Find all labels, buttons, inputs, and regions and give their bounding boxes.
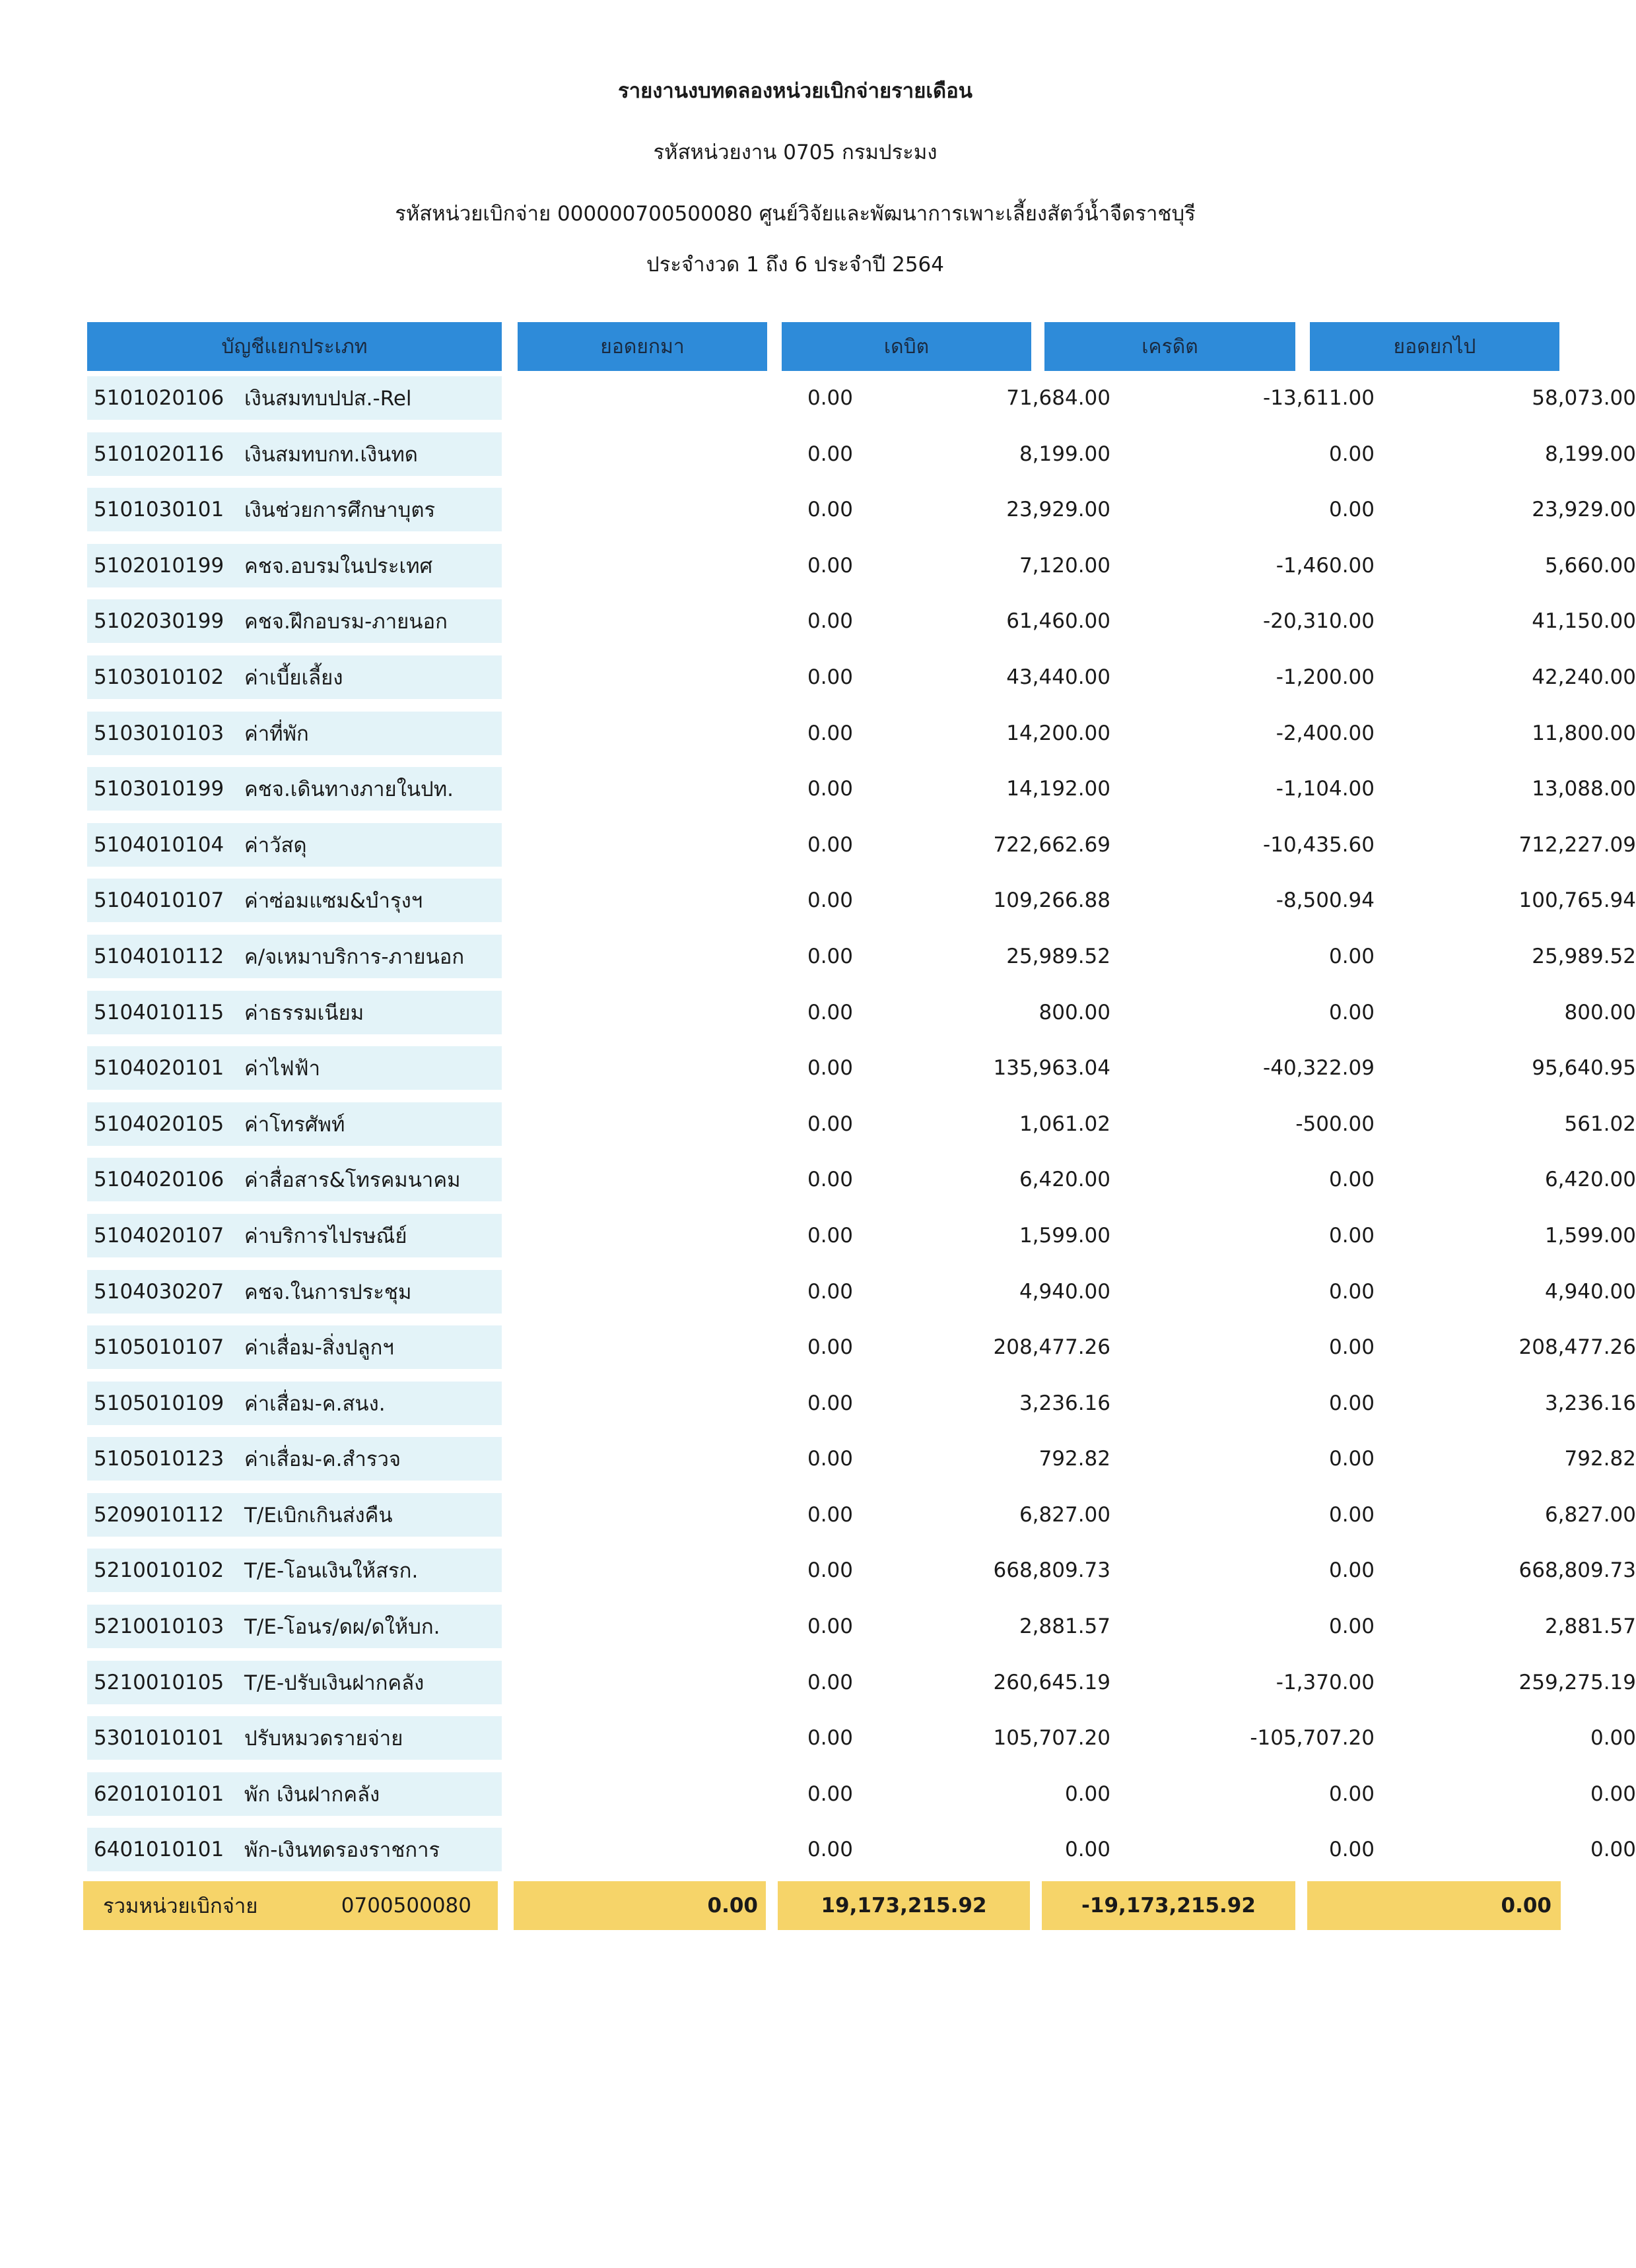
- table-row: [87, 594, 1636, 650]
- period-line: ประจำงวด 1 ถึง 6 ประจำปี 2564: [646, 253, 944, 277]
- account-code: 5209010112: [94, 1502, 224, 1527]
- table-row: [87, 539, 1636, 595]
- credit-value: -1,370.00: [1276, 1670, 1375, 1694]
- account-code: 5210010102: [94, 1558, 224, 1583]
- credit-value: 0.00: [1328, 1223, 1375, 1248]
- account-cell: [87, 1382, 502, 1425]
- agency-line: รหัสหน่วยงาน 0705 กรมประมง: [653, 141, 937, 164]
- account-name: พัก-เงินทดรองราชการ: [244, 1838, 440, 1863]
- credit-value: -105,707.20: [1250, 1726, 1375, 1751]
- table-row: [87, 650, 1636, 706]
- credit-value: -1,200.00: [1276, 665, 1375, 689]
- carried-forward-value: 58,073.00: [1532, 386, 1636, 410]
- debit-value: 61,460.00: [1006, 609, 1110, 634]
- account-name: ค่าบริการไปรษณีย์: [244, 1224, 407, 1248]
- table-row: [87, 1599, 1636, 1655]
- account-name: ค/จเหมาบริการ-ภายนอก: [244, 945, 465, 969]
- account-name: คชจ.เดินทางภายในปท.: [244, 778, 454, 802]
- total-label: รวมหน่วยเบิกจ่าย: [103, 1894, 258, 1919]
- debit-value: 800.00: [1039, 1000, 1110, 1024]
- total-row: [87, 1881, 1553, 1934]
- debit-value: 6,420.00: [1019, 1168, 1110, 1192]
- credit-value: 0.00: [1328, 1615, 1375, 1639]
- carried-forward-value: 712,227.09: [1518, 832, 1636, 857]
- credit-value: 0.00: [1328, 1502, 1375, 1527]
- debit-value: 25,989.52: [1006, 944, 1110, 968]
- account-name: พัก เงินฝากคลัง: [244, 1782, 380, 1807]
- account-cell: [87, 655, 502, 699]
- table-row: [87, 1711, 1636, 1767]
- credit-value: -13,611.00: [1263, 386, 1375, 410]
- account-cell: [87, 1828, 502, 1871]
- carried-forward-value: 6,420.00: [1544, 1168, 1636, 1192]
- credit-value: 0.00: [1328, 1279, 1375, 1304]
- carried-forward-value: 42,240.00: [1532, 665, 1636, 689]
- brought-forward-value: 0.00: [807, 498, 853, 522]
- brought-forward-value: 0.00: [807, 1838, 853, 1862]
- carried-forward-value: 13,088.00: [1532, 777, 1636, 801]
- carried-forward-value: 4,940.00: [1544, 1279, 1636, 1304]
- table-row: [87, 1655, 1636, 1712]
- credit-value: 0.00: [1328, 944, 1375, 968]
- table-row: [87, 1432, 1636, 1488]
- table-row: [87, 873, 1636, 929]
- brought-forward-value: 0.00: [807, 1502, 853, 1527]
- carried-forward-value: 6,827.00: [1544, 1502, 1636, 1527]
- brought-forward-value: 0.00: [807, 442, 853, 466]
- table-body: [87, 371, 1636, 1879]
- carried-forward-value: 11,800.00: [1532, 721, 1636, 745]
- account-code: 5102030199: [94, 609, 224, 634]
- carried-forward-value: 561.02: [1564, 1112, 1636, 1136]
- account-code: 5104010115: [94, 1000, 224, 1024]
- carried-forward-value: 1,599.00: [1544, 1223, 1636, 1248]
- account-name: ค่าสื่อสาร&โทรคมนาคม: [244, 1168, 461, 1193]
- carried-forward-value: 800.00: [1564, 1000, 1636, 1024]
- debit-value: 1,061.02: [1019, 1112, 1110, 1136]
- account-cell: [87, 1716, 502, 1760]
- account-code: 5104030207: [94, 1279, 224, 1304]
- brought-forward-value: 0.00: [807, 1670, 853, 1694]
- brought-forward-value: 0.00: [807, 1391, 853, 1415]
- table-row: [87, 1152, 1636, 1209]
- table-row: [87, 762, 1636, 818]
- account-name: ค่าวัสดุ: [244, 833, 307, 857]
- credit-value: 0.00: [1328, 1782, 1375, 1806]
- header-account: บัญชีแยกประเภท: [87, 322, 502, 371]
- total-debit: 19,173,215.92: [778, 1881, 1030, 1930]
- account-cell: [87, 376, 502, 420]
- table-row: [87, 1209, 1636, 1265]
- total-credit: -19,173,215.92: [1042, 1881, 1295, 1930]
- carried-forward-value: 668,809.73: [1518, 1558, 1636, 1583]
- total-brought-forward: 0.00: [514, 1881, 766, 1930]
- carried-forward-value: 259,275.19: [1518, 1670, 1636, 1694]
- account-name: คชจ.ฝึกอบรม-ภายนอก: [244, 610, 448, 634]
- account-cell: [87, 1437, 502, 1481]
- table-row: [87, 1041, 1636, 1097]
- account-name: ปรับหมวดรายจ่าย: [244, 1727, 403, 1751]
- debit-value: 14,200.00: [1006, 721, 1110, 745]
- credit-value: -1,104.00: [1276, 777, 1375, 801]
- account-name: เงินสมทบกท.เงินทด: [244, 442, 418, 467]
- account-code: 5101020106: [94, 386, 224, 410]
- brought-forward-value: 0.00: [807, 1558, 853, 1583]
- account-name: T/E-โอนร/ดผ/ดให้บก.: [244, 1615, 440, 1640]
- account-name: ค่าธรรมเนียม: [244, 1001, 364, 1025]
- account-name: คชจ.อบรมในประเทศ: [244, 554, 433, 578]
- brought-forward-value: 0.00: [807, 777, 853, 801]
- credit-value: -2,400.00: [1276, 721, 1375, 745]
- table-header: [87, 322, 1553, 371]
- account-code: 6201010101: [94, 1782, 224, 1806]
- debit-value: 43,440.00: [1006, 665, 1110, 689]
- table-row: [87, 483, 1636, 539]
- debit-value: 7,120.00: [1019, 553, 1110, 578]
- credit-value: -40,322.09: [1263, 1056, 1375, 1081]
- carried-forward-value: 792.82: [1564, 1447, 1636, 1471]
- carried-forward-value: 25,989.52: [1532, 944, 1636, 968]
- credit-value: 0.00: [1328, 1391, 1375, 1415]
- header-brought-forward: ยอดยกมา: [518, 322, 767, 371]
- brought-forward-value: 0.00: [807, 944, 853, 968]
- account-cell: [87, 1325, 502, 1369]
- account-cell: [87, 1158, 502, 1201]
- account-cell: [87, 1046, 502, 1090]
- table-row: [87, 1543, 1636, 1599]
- brought-forward-value: 0.00: [807, 1726, 853, 1751]
- credit-value: 0.00: [1328, 498, 1375, 522]
- account-cell: [87, 1605, 502, 1648]
- account-name: ค่าโทรศัพท์: [244, 1112, 345, 1137]
- table-row: [87, 1767, 1636, 1823]
- debit-value: 23,929.00: [1006, 498, 1110, 522]
- carried-forward-value: 2,881.57: [1544, 1615, 1636, 1639]
- account-cell: [87, 991, 502, 1034]
- account-code: 5105010107: [94, 1335, 224, 1360]
- debit-value: 109,266.88: [993, 888, 1110, 913]
- table-row: [87, 818, 1636, 874]
- account-cell: [87, 935, 502, 978]
- account-name: เงินช่วยการศึกษาบุตร: [244, 498, 436, 523]
- credit-value: -20,310.00: [1263, 609, 1375, 634]
- account-cell: [87, 544, 502, 587]
- brought-forward-value: 0.00: [807, 1335, 853, 1360]
- brought-forward-value: 0.00: [807, 1056, 853, 1081]
- brought-forward-value: 0.00: [807, 1223, 853, 1248]
- brought-forward-value: 0.00: [807, 888, 853, 913]
- brought-forward-value: 0.00: [807, 1000, 853, 1024]
- debit-value: 105,707.20: [993, 1726, 1110, 1751]
- credit-value: 0.00: [1328, 1447, 1375, 1471]
- account-cell: [87, 823, 502, 867]
- credit-value: -1,460.00: [1276, 553, 1375, 578]
- carried-forward-value: 0.00: [1590, 1838, 1636, 1862]
- account-cell: [87, 1661, 502, 1704]
- brought-forward-value: 0.00: [807, 1447, 853, 1471]
- account-code: 5103010199: [94, 777, 224, 801]
- account-code: 5105010109: [94, 1391, 224, 1415]
- carried-forward-value: 0.00: [1590, 1726, 1636, 1751]
- account-code: 5104010112: [94, 944, 224, 968]
- debit-value: 668,809.73: [993, 1558, 1110, 1583]
- debit-value: 1,599.00: [1019, 1223, 1110, 1248]
- trial-balance-table: [87, 322, 1636, 1934]
- brought-forward-value: 0.00: [807, 832, 853, 857]
- brought-forward-value: 0.00: [807, 1112, 853, 1136]
- account-cell: [87, 599, 502, 643]
- total-carried-forward: 0.00: [1307, 1881, 1561, 1930]
- table-row: [87, 985, 1636, 1042]
- account-name: ค่าไฟฟ้า: [244, 1057, 321, 1081]
- debit-value: 722,662.69: [993, 832, 1110, 857]
- account-cell: [87, 712, 502, 755]
- total-unit-code: 0700500080: [341, 1894, 471, 1918]
- table-row: [87, 706, 1636, 762]
- debit-value: 4,940.00: [1019, 1279, 1110, 1304]
- credit-value: -10,435.60: [1263, 832, 1375, 857]
- account-cell: [87, 767, 502, 811]
- table-row: [87, 427, 1636, 483]
- account-cell: [87, 879, 502, 922]
- table-row: [87, 1488, 1636, 1544]
- account-code: 5104010107: [94, 888, 224, 913]
- account-code: 5104020106: [94, 1168, 224, 1192]
- account-cell: [87, 1772, 502, 1816]
- account-name: เงินสมทบปปส.-Rel: [244, 387, 412, 411]
- brought-forward-value: 0.00: [807, 1279, 853, 1304]
- account-code: 5104020101: [94, 1056, 224, 1081]
- debit-value: 3,236.16: [1019, 1391, 1110, 1415]
- table-row: [87, 1320, 1636, 1376]
- account-code: 5301010101: [94, 1726, 224, 1751]
- carried-forward-value: 41,150.00: [1532, 609, 1636, 634]
- account-code: 5210010105: [94, 1670, 224, 1694]
- brought-forward-value: 0.00: [807, 386, 853, 410]
- account-name: คชจ.ในการประชุม: [244, 1280, 412, 1304]
- brought-forward-value: 0.00: [807, 721, 853, 745]
- header-carried-forward: ยอดยกไป: [1310, 322, 1559, 371]
- report-title: รายงานงบทดลองหน่วยเบิกจ่ายรายเดือน: [618, 79, 972, 103]
- credit-value: -500.00: [1295, 1112, 1375, 1136]
- carried-forward-value: 8,199.00: [1544, 442, 1636, 466]
- carried-forward-value: 0.00: [1590, 1782, 1636, 1806]
- debit-value: 0.00: [1064, 1838, 1110, 1862]
- table-row: [87, 1097, 1636, 1153]
- credit-value: 0.00: [1328, 442, 1375, 466]
- debit-value: 0.00: [1064, 1782, 1110, 1806]
- account-cell: [87, 1493, 502, 1537]
- account-name: T/Eเบิกเกินส่งคืน: [244, 1503, 393, 1527]
- account-code: 5101030101: [94, 498, 224, 522]
- account-code: 6401010101: [94, 1838, 224, 1862]
- table-row: [87, 1265, 1636, 1321]
- account-code: 5102010199: [94, 553, 224, 578]
- table-row: [87, 1822, 1636, 1879]
- account-name: ค่าที่พัก: [244, 721, 309, 746]
- brought-forward-value: 0.00: [807, 665, 853, 689]
- carried-forward-value: 95,640.95: [1532, 1056, 1636, 1081]
- account-name: T/E-ปรับเงินฝากคลัง: [244, 1671, 425, 1695]
- brought-forward-value: 0.00: [807, 609, 853, 634]
- debit-value: 208,477.26: [993, 1335, 1110, 1360]
- carried-forward-value: 5,660.00: [1544, 553, 1636, 578]
- account-code: 5103010103: [94, 721, 224, 745]
- debit-value: 6,827.00: [1019, 1502, 1110, 1527]
- debit-value: 71,684.00: [1006, 386, 1110, 410]
- disbursement-unit-line: รหัสหน่วยเบิกจ่าย 000000700500080 ศูนย์วิจัยและพัฒนาการเพาะเลี้ยงสัตว์น้ำจืดราชบุรี: [395, 202, 1196, 226]
- header-credit: เครดิต: [1044, 322, 1295, 371]
- debit-value: 8,199.00: [1019, 442, 1110, 466]
- account-name: ค่าเสื่อม-สิ่งปลูกฯ: [244, 1336, 394, 1360]
- account-code: 5105010123: [94, 1447, 224, 1471]
- account-cell: [87, 432, 502, 476]
- carried-forward-value: 100,765.94: [1518, 888, 1636, 913]
- total-label-cell: [83, 1881, 498, 1930]
- credit-value: 0.00: [1328, 1000, 1375, 1024]
- account-cell: [87, 488, 502, 531]
- brought-forward-value: 0.00: [807, 1782, 853, 1806]
- table-row: [87, 371, 1636, 427]
- account-code: 5101020116: [94, 442, 224, 466]
- carried-forward-value: 23,929.00: [1532, 498, 1636, 522]
- carried-forward-value: 208,477.26: [1518, 1335, 1636, 1360]
- account-name: ค่าเสื่อม-ค.สนง.: [244, 1391, 386, 1416]
- account-cell: [87, 1214, 502, 1257]
- account-code: 5104020107: [94, 1223, 224, 1248]
- account-name: ค่าเบี้ยเลี้ยง: [244, 665, 343, 690]
- account-cell: [87, 1270, 502, 1314]
- account-code: 5104010104: [94, 832, 224, 857]
- header-debit: เดบิต: [782, 322, 1031, 371]
- debit-value: 792.82: [1039, 1447, 1110, 1471]
- account-code: 5104020105: [94, 1112, 224, 1136]
- account-cell: [87, 1549, 502, 1592]
- credit-value: 0.00: [1328, 1335, 1375, 1360]
- credit-value: 0.00: [1328, 1838, 1375, 1862]
- table-row: [87, 1376, 1636, 1432]
- brought-forward-value: 0.00: [807, 1168, 853, 1192]
- table-row: [87, 929, 1636, 985]
- brought-forward-value: 0.00: [807, 1615, 853, 1639]
- account-name: ค่าซ่อมแซม&บำรุงฯ: [244, 889, 423, 914]
- credit-value: -8,500.94: [1276, 888, 1375, 913]
- debit-value: 260,645.19: [993, 1670, 1110, 1694]
- account-code: 5103010102: [94, 665, 224, 689]
- brought-forward-value: 0.00: [807, 553, 853, 578]
- carried-forward-value: 3,236.16: [1544, 1391, 1636, 1415]
- account-name: T/E-โอนเงินให้สรก.: [244, 1559, 419, 1584]
- debit-value: 135,963.04: [993, 1056, 1110, 1081]
- account-cell: [87, 1102, 502, 1146]
- account-name: ค่าเสื่อม-ค.สำรวจ: [244, 1448, 401, 1472]
- debit-value: 14,192.00: [1006, 777, 1110, 801]
- credit-value: 0.00: [1328, 1168, 1375, 1192]
- credit-value: 0.00: [1328, 1558, 1375, 1583]
- debit-value: 2,881.57: [1019, 1615, 1110, 1639]
- account-code: 5210010103: [94, 1615, 224, 1639]
